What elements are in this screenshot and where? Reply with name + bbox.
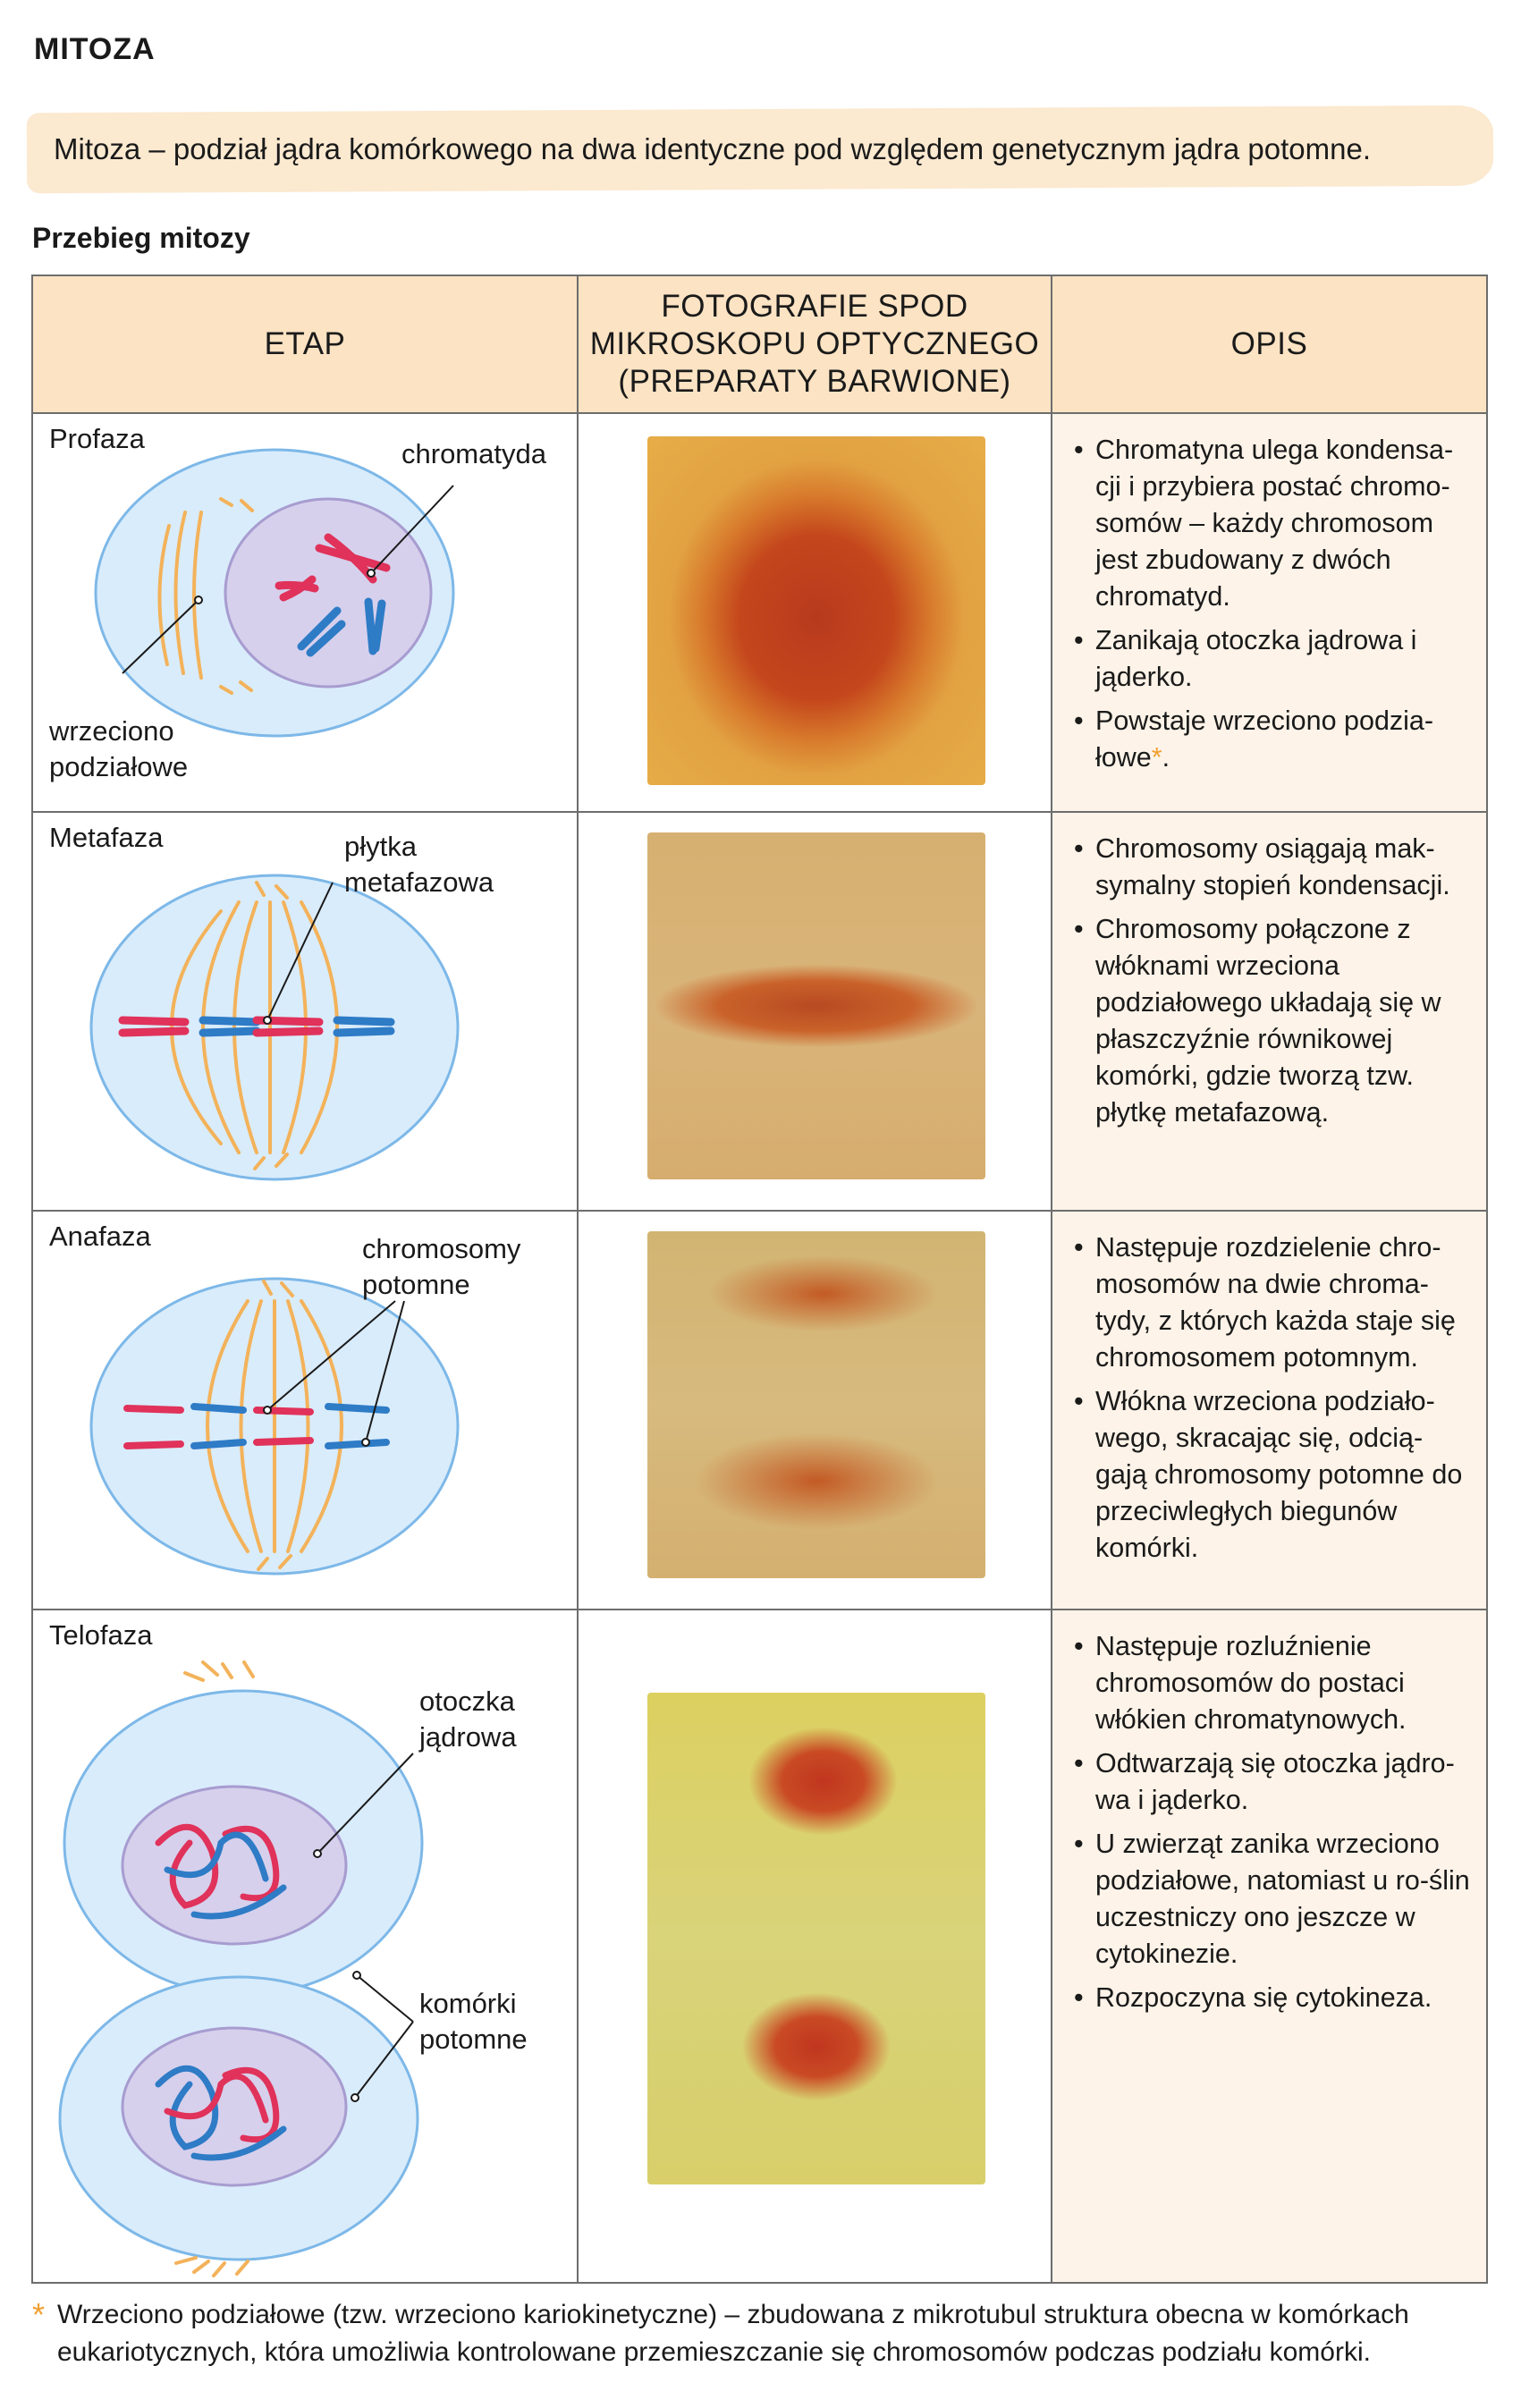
header-photos — [578, 275, 1052, 413]
label-komorki: komórki — [419, 1988, 517, 2019]
label-metafazowa: metafazowa — [344, 866, 494, 898]
etap-cell-telofaza — [32, 1610, 578, 2283]
header-etap: ETAP — [32, 275, 578, 413]
opis-cell-anafaza — [1052, 1211, 1487, 1610]
stage-name: Metafaza — [49, 822, 164, 853]
opis-cell-metafaza — [1052, 812, 1487, 1211]
label-potomne-telofaza: potomne — [419, 2024, 528, 2055]
photo-cell-anafaza — [578, 1211, 1052, 1610]
micrograph-metafaza — [647, 832, 985, 1179]
opis-cell-profaza — [1052, 413, 1487, 812]
definition-body: – podział jądra komórkowego na dwa identyczne pod względem genetycznym jądra potomne. — [140, 132, 1371, 165]
table-row-profaza — [32, 413, 1487, 812]
mitosis-table — [31, 275, 1488, 2284]
opis-cell-telofaza — [1052, 1610, 1487, 2283]
bullet-item: • Odtwarzają się otoczka jądro-wa i jąderko. — [1069, 1745, 1474, 1819]
page-title: MITOZA — [34, 32, 156, 66]
bullet-item: • U zwierząt zanika wrzeciono podziałowe, natomiast u ro-ślin uczestniczy ono jeszcze w cytokinezie. — [1069, 1826, 1474, 1973]
footnote — [32, 2296, 1490, 2371]
table-row-telofaza — [32, 1610, 1487, 2283]
label-podzialowe: podziałowe — [49, 751, 189, 782]
section-subtitle: Przebieg mitozy — [32, 222, 250, 254]
micrograph-profaza — [647, 436, 985, 785]
metafaza-diagram — [33, 813, 579, 1212]
definition-term: Mitoza — [54, 132, 141, 165]
stage-name: Anafaza — [49, 1221, 151, 1252]
label-potomne: potomne — [362, 1269, 470, 1300]
bullet-item: • Następuje rozdzielenie chro-mosomów na dwie chroma-tydy, z których każda staje się chromosomem potomnym. — [1069, 1229, 1474, 1376]
label-chromatyda: chromatyda — [401, 438, 546, 469]
bullet-list — [1069, 831, 1474, 1131]
table-header-row — [32, 275, 1487, 413]
bullet-item: • Chromosomy połączone z włóknami wrzeciona podziałowego układają się w płaszczyźnie równikowej komórki, gdzie tworzą tzw. płytkę metafazową. — [1069, 911, 1474, 1131]
header-photos-line3: (PREPARATY BARWIONE) — [618, 364, 1011, 399]
footnote-star-icon: * — [32, 2296, 46, 2333]
label-wrzeciono: wrzeciono — [49, 715, 174, 747]
bullet-item: • Chromosomy osiągają mak-symalny stopień kondensacji. — [1069, 831, 1474, 904]
label-otoczka: otoczka — [419, 1686, 515, 1717]
bullet-list — [1069, 1628, 1474, 2016]
stage-name: Profaza — [49, 423, 145, 454]
table-row-anafaza — [32, 1211, 1487, 1610]
stage-name: Telofaza — [49, 1619, 153, 1651]
bullet-item: • Włókna wrzeciona podziało-wego, skracając się, odcią-gają chromosomy potomne do przeciwległych biegunów komórki. — [1069, 1383, 1474, 1567]
label-plytka: płytka — [344, 831, 417, 862]
bullet-end: . — [1162, 742, 1170, 773]
header-opis: OPIS — [1052, 275, 1487, 413]
bullet-list — [1069, 432, 1474, 776]
bullet-item: • Rozpoczyna się cytokineza. — [1069, 1980, 1474, 2016]
definition-text — [54, 132, 1371, 166]
bullet-item: • Chromatyna ulega kondensa-cji i przybiera postać chromo-somów – każdy chromosom jest zbudowany z dwóch chromatyd. — [1069, 432, 1474, 615]
bullet-item: • Zanikają otoczka jądrowa i jąderko. — [1069, 622, 1474, 696]
etap-cell-anafaza — [32, 1211, 578, 1610]
micrograph-anafaza — [647, 1231, 985, 1578]
footnote-star-icon: * — [1151, 742, 1162, 773]
label-jadrowa: jądrowa — [419, 1721, 517, 1753]
photo-cell-profaza — [578, 413, 1052, 812]
etap-cell-profaza — [32, 413, 578, 812]
label-chromosomy: chromosomy — [362, 1233, 521, 1264]
header-photos-line2: MIKROSKOPU OPTYCZNEGO — [589, 326, 1040, 361]
etap-cell-metafaza — [32, 812, 578, 1211]
table-row-metafaza — [32, 812, 1487, 1211]
header-photos-line1: FOTOGRAFIE SPOD — [661, 289, 968, 324]
bullet-text: Powstaje wrzeciono podzia-łowe — [1095, 706, 1434, 773]
bullet-item — [1069, 703, 1474, 776]
bullet-list — [1069, 1229, 1474, 1567]
anafaza-diagram — [33, 1212, 579, 1610]
footnote-text: Wrzeciono podziałowe (tzw. wrzeciono kariokinetyczne) – zbudowana z mikrotubul struktura obecna w komórkach eukariotycznych, która umożliwia kontrolowane przemieszczanie się chromosomów podczas podziału komórki. — [57, 2300, 1409, 2367]
photo-cell-metafaza — [578, 812, 1052, 1211]
photo-cell-telofaza — [578, 1610, 1052, 2283]
micrograph-telofaza — [647, 1693, 985, 2184]
bullet-item: • Następuje rozluźnienie chromosomów do postaci włókien chromatynowych. — [1069, 1628, 1474, 1738]
